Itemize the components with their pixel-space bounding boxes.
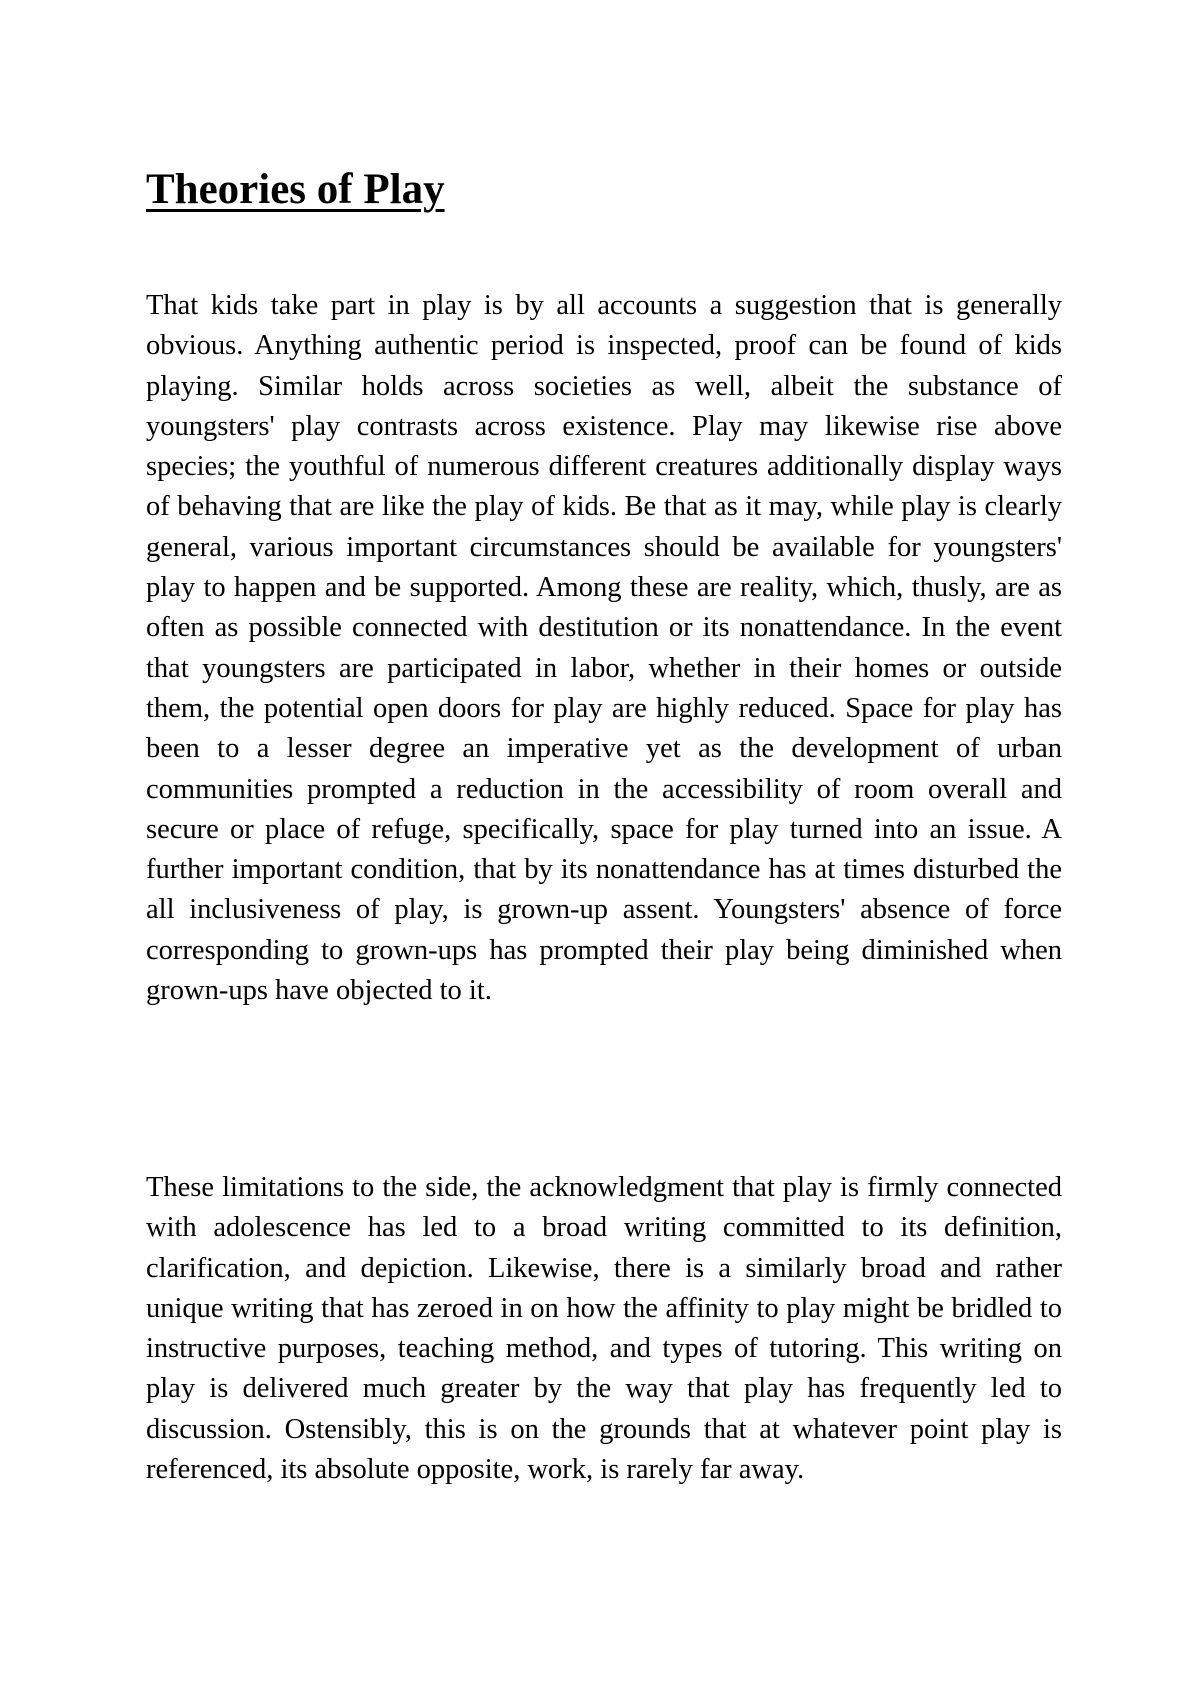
- body-paragraph: That kids take part in play is by all accounts a suggestion that is generally obvious. Anything authentic period is inspected, proof can be found of kids playing. Similar holds across societies as well, albeit the substance of youngsters' play contrasts across existence. Play may likewise rise above species; the youthful of numerous different creatures additionally display ways of behaving that are like the play of kids. Be that as it may, while play is clearly general, various important circumstances should be available for youngsters' play to happen and be supported. Among these are reality, which, thusly, are as often as possible connected with destitution or its nonattendance. In the event that youngsters are participated in labor, whether in their homes or outside them, the potential open doors for play are highly reduced. Space for play has been to a lesser degree an imperative yet as the development of urban communities prompted a reduction in the accessibility of room overall and secure or place of refuge, specifically, space for play turned into an issue. A further important condition, that by its nonattendance has at times disturbed the all inclusiveness of play, is grown-up assent. Youngsters' absence of force corresponding to grown-ups has prompted their play being diminished when grown-ups have objected to it.: [146, 290, 1062, 1007]
- page-title: Theories of Play: [146, 166, 445, 213]
- body-paragraph: These limitations to the side, the acknowledgment that play is firmly connected with adolescence has led to a broad writing committed to its definition, clarification, and depiction. Likewise, there is a similarly broad and rather unique writing that has zeroed in on how the affinity to play might be bridled to instructive purposes, teaching method, and types of tutoring. This writing on play is delivered much greater by the way that play has frequently led to discussion. Ostensibly, this is on the grounds that at whatever point play is referenced, its absolute opposite, work, is rarely far away.: [146, 1172, 1062, 1486]
